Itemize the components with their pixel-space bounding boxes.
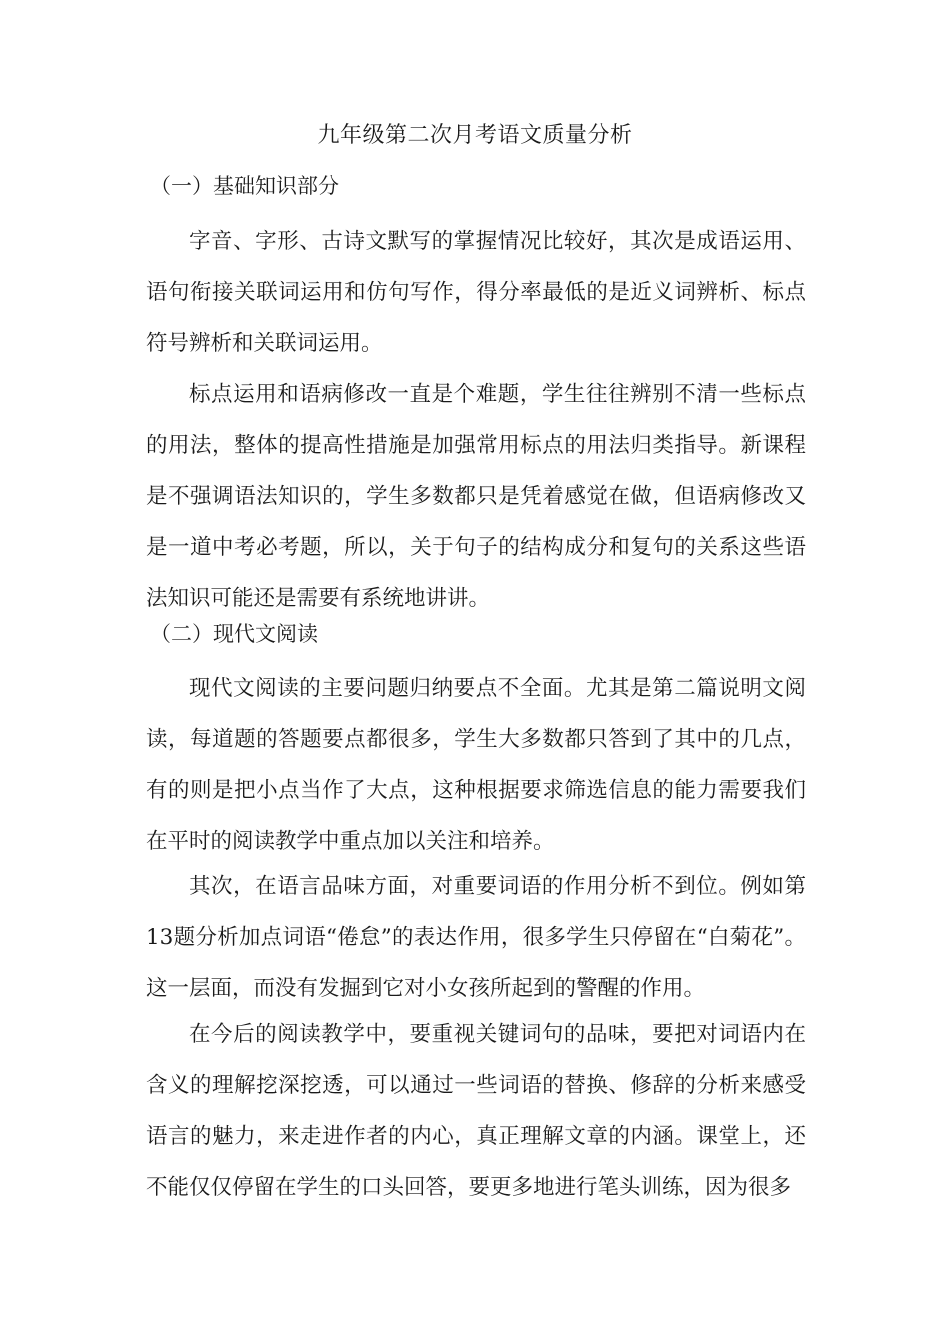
paragraph: 标点运用和语病修改一直是个难题，学生往往辨别不清一些标点的用法，整体的提高性措施是加强常用标点的用法归类指导。新课程是不强调语法知识的，学生多数都只是凭着感觉在做，但语病修改又是一道中考必考题，所以，关于句子的结构成分和复句的关系这些语法知识可能还是需要有系统地讲讲。 [146, 382, 806, 611]
paragraph: 其次，在语言品味方面，对重要词语的作用分析不到位。例如第13题分析加点词语“倦怠”的表达作用，很多学生只停留在“白菊花”。这一层面，而没有发掘到它对小女孩所起到的警醒的作用。 [146, 874, 806, 1001]
paragraph: 字音、字形、古诗文默写的掌握情况比较好，其次是成语运用、语句衔接关联词运用和仿句写作，得分率最低的是近义词辨析、标点符号辨析和关联词运用。 [146, 229, 806, 356]
section-heading-basic-knowledge: （一）基础知识部分 [150, 174, 339, 198]
paragraph: 在今后的阅读教学中，要重视关键词句的品味，要把对词语内在含义的理解挖深挖透，可以通过一些词语的替换、修辞的分析来感受语言的魅力，来走进作者的内心，真正理解文章的内涵。课堂上，还不能仅仅停留在学生的口头回答，要更多地进行笔头训练，因为很多 [146, 1022, 806, 1200]
document-title: 九年级第二次月考语文质量分析 [317, 123, 633, 148]
section-heading-modern-reading: （二）现代文阅读 [150, 622, 318, 646]
paragraph: 现代文阅读的主要问题归纳要点不全面。尤其是第二篇说明文阅读，每道题的答题要点都很多，学生大多数都只答到了其中的几点，有的则是把小点当作了大点，这种根据要求筛选信息的能力需要我们在平时的阅读教学中重点加以关注和培养。 [146, 676, 806, 854]
